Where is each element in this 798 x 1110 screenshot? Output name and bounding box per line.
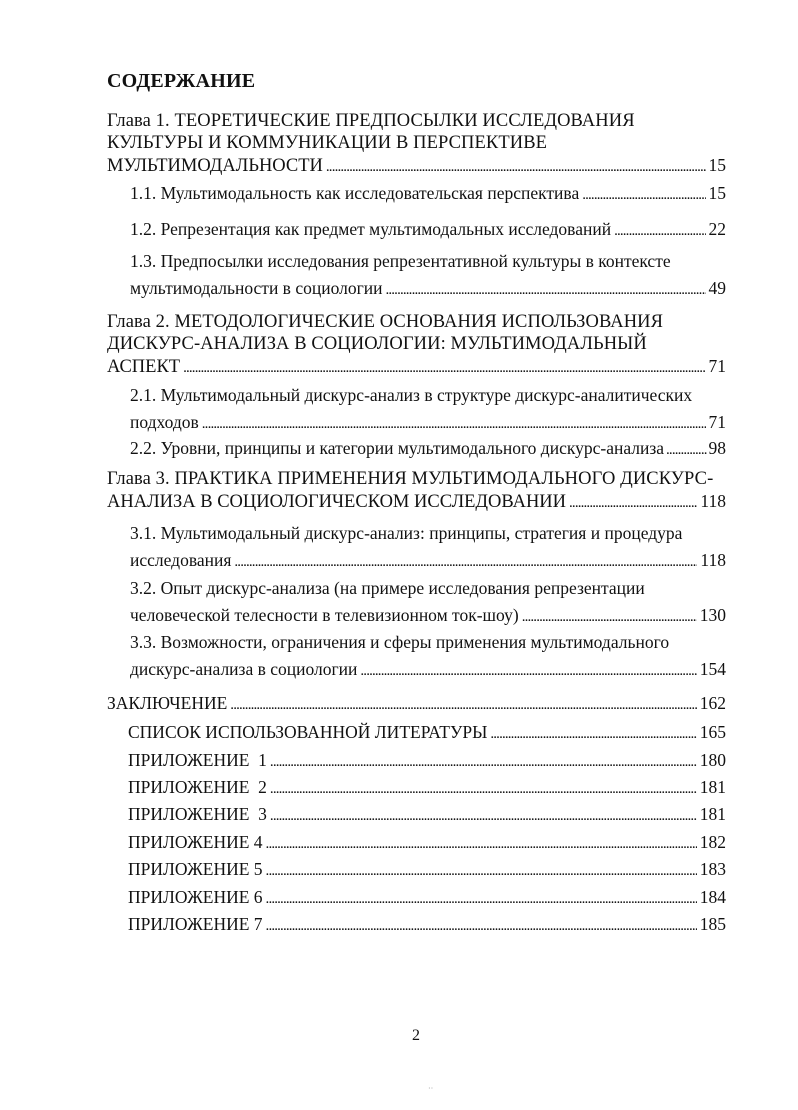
section-3-3-entry[interactable] xyxy=(130,629,726,685)
conclusion-entry[interactable] xyxy=(107,692,726,716)
appendix-2-title: ПРИЛОЖЕНИЕ 2 xyxy=(128,777,267,797)
chapter-2-last-line xyxy=(107,355,726,379)
chapter-3-title-end: АНАЛИЗА В СОЦИОЛОГИЧЕСКОМ ИССЛЕДОВАНИИ xyxy=(107,492,567,512)
leader-dots xyxy=(385,275,705,304)
section-1-3-page: 49 xyxy=(708,278,726,298)
appendix-2-entry[interactable] xyxy=(128,776,726,800)
section-2-1-entry[interactable] xyxy=(130,382,726,438)
leader-dots xyxy=(490,721,696,745)
section-2-1-title-line-2: подходов xyxy=(130,412,199,432)
section-1-3-title-line-2: мультимодальности в социологии xyxy=(130,278,383,298)
appendix-5-entry[interactable] xyxy=(128,858,726,882)
leader-dots xyxy=(569,490,697,514)
leader-dots xyxy=(183,355,705,379)
appendix-1-entry[interactable] xyxy=(128,749,726,773)
leader-dots xyxy=(266,913,697,937)
section-3-2-entry[interactable] xyxy=(130,575,726,631)
leader-dots xyxy=(270,776,697,800)
leader-dots xyxy=(234,547,697,576)
chapter-2-title-end: АСПЕКТ xyxy=(107,357,181,377)
appendix-1-page: 180 xyxy=(699,750,726,770)
leader-dots xyxy=(614,218,705,242)
appendix-5-page: 183 xyxy=(699,859,726,879)
appendix-6-page: 184 xyxy=(699,887,726,907)
leader-dots xyxy=(266,831,697,855)
leader-dots xyxy=(666,437,706,461)
bibliography-entry[interactable] xyxy=(128,721,726,745)
section-2-2-title: 2.2. Уровни, принципы и категории мультимодального дискурс-анализа xyxy=(130,438,665,458)
appendix-4-page: 182 xyxy=(699,832,726,852)
section-3-1-entry[interactable] xyxy=(130,520,726,576)
section-3-2-page: 130 xyxy=(699,605,726,625)
appendix-3-title: ПРИЛОЖЕНИЕ 3 xyxy=(128,804,267,824)
leader-dots xyxy=(266,886,697,910)
section-2-2-page: 98 xyxy=(708,438,726,458)
chapter-1-title-line-1: Глава 1. ТЕОРЕТИЧЕСКИЕ ПРЕДПОСЫЛКИ ИССЛЕДОВАНИЯ xyxy=(107,111,635,131)
appendix-4-entry[interactable] xyxy=(128,831,726,855)
section-3-1-page: 118 xyxy=(700,550,726,570)
bibliography-page: 165 xyxy=(699,722,726,742)
page-number: 2 xyxy=(412,1027,420,1044)
leader-dots xyxy=(326,154,706,178)
appendix-7-page: 185 xyxy=(699,914,726,934)
appendix-1-title: ПРИЛОЖЕНИЕ 1 xyxy=(128,750,267,770)
chapter-1-page: 15 xyxy=(708,155,726,175)
chapter-3-page: 118 xyxy=(700,491,726,511)
bibliography-title: СПИСОК ИСПОЛЬЗОВАННОЙ ЛИТЕРАТУРЫ xyxy=(128,722,488,742)
section-3-2-title-line-1: 3.2. Опыт дискурс-анализа (на примере исследования репрезентации xyxy=(130,578,645,598)
appendix-6-entry[interactable] xyxy=(128,886,726,910)
leader-dots xyxy=(202,409,706,438)
section-3-2-title-line-2: человеческой телесности в телевизионном ток-шоу) xyxy=(130,605,519,625)
chapter-3-title-line-1: Глава 3. ПРАКТИКА ПРИМЕНЕНИЯ МУЛЬТИМОДАЛЬНОГО ДИСКУРС- xyxy=(107,469,714,489)
chapter-1-entry[interactable] xyxy=(107,110,726,178)
chapter-2-entry[interactable] xyxy=(107,311,726,379)
leader-dots xyxy=(270,749,697,773)
scan-speck: ·· xyxy=(428,1084,434,1093)
chapter-2-title-line-2: ДИСКУРС-АНАЛИЗА В СОЦИОЛОГИИ: МУЛЬТИМОДАЛЬНЫЙ xyxy=(107,334,647,354)
appendix-5-title: ПРИЛОЖЕНИЕ 5 xyxy=(128,859,263,879)
appendix-6-title: ПРИЛОЖЕНИЕ 6 xyxy=(128,887,263,907)
section-1-1-page: 15 xyxy=(708,183,726,203)
section-2-1-page: 71 xyxy=(708,412,726,432)
leader-dots xyxy=(230,692,696,716)
section-2-2-entry[interactable] xyxy=(130,437,726,461)
section-1-2-entry[interactable] xyxy=(130,218,726,242)
section-1-1-entry[interactable] xyxy=(130,182,726,206)
appendix-7-entry[interactable] xyxy=(128,913,726,937)
leader-dots xyxy=(270,803,697,827)
section-3-3-title-line-2: дискурс-анализа в социологии xyxy=(130,659,358,679)
appendix-2-page: 181 xyxy=(699,777,726,797)
toc-heading: СОДЕРЖАНИЕ xyxy=(107,70,256,92)
chapter-1-title-end: МУЛЬТИМОДАЛЬНОСТИ xyxy=(107,156,323,176)
conclusion-title: ЗАКЛЮЧЕНИЕ xyxy=(107,693,228,713)
section-1-2-page: 22 xyxy=(708,219,726,239)
section-2-1-title-line-1: 2.1. Мультимодальный дискурс-анализ в структуре дискурс-аналитических xyxy=(130,385,693,405)
section-1-3-title-line-1: 1.3. Предпосылки исследования репрезентативной культуры в контексте xyxy=(130,251,671,271)
leader-dots xyxy=(266,858,697,882)
chapter-2-page: 71 xyxy=(708,356,726,376)
appendix-3-entry[interactable] xyxy=(128,803,726,827)
appendix-3-page: 181 xyxy=(699,804,726,824)
leader-dots xyxy=(360,656,696,685)
conclusion-page: 162 xyxy=(699,693,726,713)
section-1-1-title: 1.1. Мультимодальность как исследовательская перспектива xyxy=(130,183,580,203)
appendix-4-title: ПРИЛОЖЕНИЕ 4 xyxy=(128,832,263,852)
leader-dots xyxy=(522,602,697,631)
section-3-3-title-line-1: 3.3. Возможности, ограничения и сферы применения мультимодального xyxy=(130,632,670,652)
chapter-2-title-line-1: Глава 2. МЕТОДОЛОГИЧЕСКИЕ ОСНОВАНИЯ ИСПОЛЬЗОВАНИЯ xyxy=(107,312,664,332)
appendix-7-title: ПРИЛОЖЕНИЕ 7 xyxy=(128,914,263,934)
section-3-1-title-line-1: 3.1. Мультимодальный дискурс-анализ: принципы, стратегия и процедура xyxy=(130,523,683,543)
chapter-3-last-line xyxy=(107,490,726,514)
chapter-3-entry[interactable] xyxy=(107,468,726,514)
section-1-2-title: 1.2. Репрезентация как предмет мультимодальных исследований xyxy=(130,219,612,239)
section-3-1-title-line-2: исследования xyxy=(130,550,232,570)
chapter-1-title-line-2: КУЛЬТУРЫ И КОММУНИКАЦИИ В ПЕРСПЕКТИВЕ xyxy=(107,133,548,153)
chapter-1-last-line xyxy=(107,154,726,178)
section-1-3-entry[interactable] xyxy=(130,248,726,304)
section-3-3-page: 154 xyxy=(699,659,726,679)
leader-dots xyxy=(582,182,705,206)
